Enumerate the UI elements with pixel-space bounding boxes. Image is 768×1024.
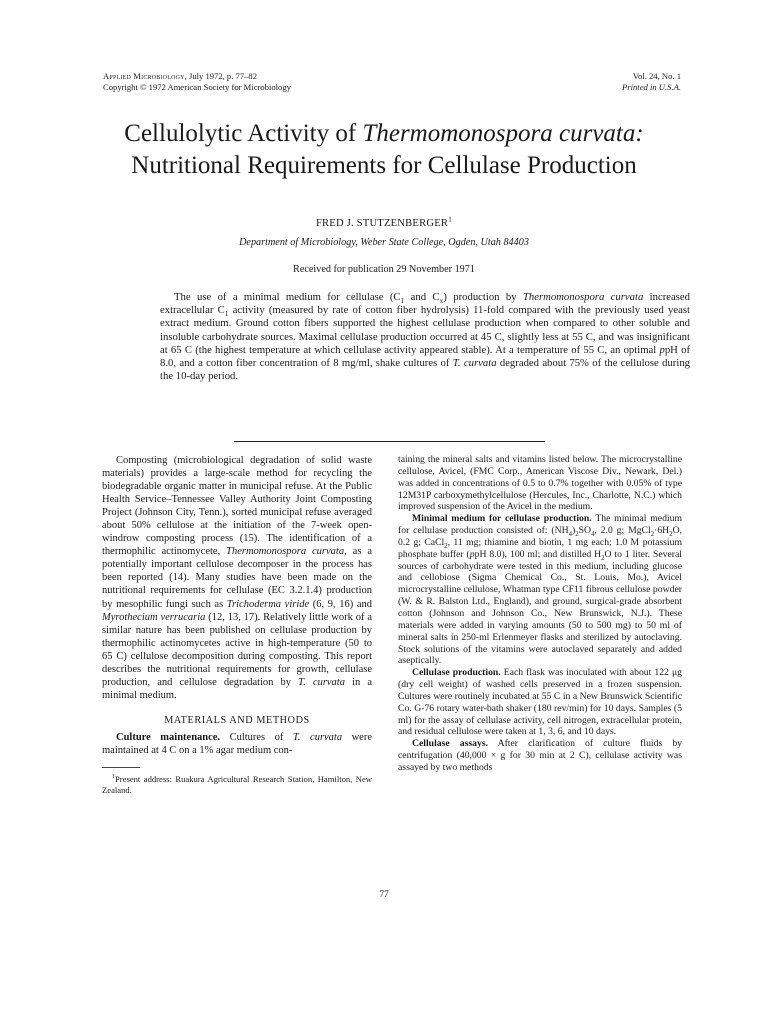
section-heading-methods: MATERIALS AND METHODS xyxy=(164,714,310,726)
cellulase-assays-paragraph: Cellulase assays. After clarification of culture fluids by centrifugation (40,000 × g for 30 min at 2 C), cellulase activity was assayed by two methods xyxy=(398,738,683,773)
abstract-divider xyxy=(234,441,545,442)
footnote-divider xyxy=(102,767,140,768)
introduction-paragraph: Composting (microbiological degradation of solid waste materials) provides a large-scale method for recycling the biodegradable organic matter in municipal refuse. At the Public Health Service–Tennessee Valley Authority Joint Composting Project (Johnson City, Tenn.), sorted municipal refuse averaged about 50% cellulose at the initiation of the 7-week open-windrow composting process (15). The identification of a thermophilic actinomycete, Thermomonospora curvata, as a potentially important cellulose decomposer in the process has been reported (14). Many studies have been made on the nutritional requirements for cellulase (EC 3.2.1.4) production by mesophilic fungi such as Trichoderma viride (6, 9, 16) and Myrothecium verrucaria (12, 13, 17). Relatively little work of a similar nature has been published on cellulase production by thermophilic actinomycetes active in high-temperature (50 to 65 C) cellulose decomposition during composting. This report describes the nutritional requirements for growth, cellulase production, and cellulose degradation by T. curvata in a minimal medium. xyxy=(102,455,373,701)
article-title: Cellulolytic Activity of Thermomonospora curvata: Nutritional Requirements for Cellulase Production xyxy=(124,120,644,179)
medium-continuation-paragraph: taining the mineral salts and vitamins listed below. The microcrystalline cellulose, Avicel, (FMC Corp., American Viscose Div., Newark, Del.) was added in concentrations of 0.5 to 0.7% together with 0.05% of type 12M31P carboxymethylcellulose (Hercules, Inc., Charlotte, N.C.) which improved suspension of the Avicel in the medium. xyxy=(398,454,682,513)
journal-citation: Applied Microbiology, July 1972, p. 77–82 xyxy=(103,71,258,81)
page-number: 77 xyxy=(379,890,389,900)
culture-maintenance-paragraph: Culture maintenance. Cultures of T. curvata were maintained at 4 C on a 1% agar medium con- xyxy=(102,731,372,756)
copyright-line: Copyright © 1972 American Society for Microbiology xyxy=(103,82,291,92)
author-affiliation: Department of Microbiology, Weber State College, Ogden, Utah 84403 xyxy=(239,237,529,248)
printed-in: Printed in U.S.A. xyxy=(622,82,681,92)
right-column xyxy=(398,454,682,774)
minimal-medium-paragraph: Minimal medium for cellulase production. The minimal medium for cellulase production consisted of: $(NH_4)_2SO_4$, 2.0 g; $MgCl_2\cdot 6H_2O$, 0.2 g; CaCl$_2$, 11 mg; thiamine and biotin, 1 mg each; 1.0 M potassium phosphate buffer (ppH 8.0), 100 ml; and distilled $H_2O$ to 1 liter. Several sources of carbohydrate were tested in this medium, including glucose and cellobiose (Sigma Chemical Co., St. Louis, Mo.), Avicel microcrystalline cellulose, Whatman type CF11 fibrous cellulose powder (W. & R. Balston Ltd., England), and ground, surgical-grade absorbent cotton (Johnson and Johnson Co., New Brunswick, N.J.). These materials were added in varying amounts (50 to 500 mg) to 50 ml of mineral salts in 250-ml Erlenmeyer flasks and sterilized by autoclaving. Stock solutions of the vitamins were autoclaved separately and added aseptically. xyxy=(398,513,683,667)
cellulase-production-paragraph: Cellulase production. Each flask was inoculated with about 122 μg (dry cell weight) of washed cells preserved in a frozen suspension. Cultures were routinely incubated at 55 C in a New Brunswick Scientific Co. G-76 rotary water-bath shaker (180 rev/min) for 10 days. Samples (5 ml) for the assay of cellulase activity, cell nitrogen, extracellular protein, and residual cellulose were taken at 1, 3, 6, and 10 days. xyxy=(398,667,682,738)
author-name: FRED J. STUTZENBERGER$^1$ xyxy=(315,214,453,229)
left-column xyxy=(102,454,372,795)
abstract: The use of a minimal medium for cellulase ($C_1$ and $C_x$) production by Thermomonospora curvata increased extracellular $C_1$ activity (measured by rate of cotton fiber hydrolysis) 11-fold compared with the previously used yeast extract medium. Ground cotton fibers supported the highest cellulase production when compared to other soluble and insoluble carbohydrate sources. Maximal cellulase production occurred at 45 C, slightly less at 55 C, and was insignificant at 65 C (the highest temperature at which cellulase activity appeared stable). At a temperature of 55 C, an optimal ppH of 8.0, and a cotton fiber concentration of 8 mg/ml, shake cultures of T. curvata degraded about 75% of the cellulose during the 10-day period. xyxy=(160,291,691,383)
footnote: $^1$Present address: Ruakura Agricultural Research Station, Hamilton, New Zealand. xyxy=(102,774,372,795)
footnote-marker: 1 xyxy=(448,214,453,224)
received-date: Received for publication 29 November 1971 xyxy=(293,264,475,275)
volume-issue: Vol. 24, No. 1 xyxy=(632,71,681,81)
